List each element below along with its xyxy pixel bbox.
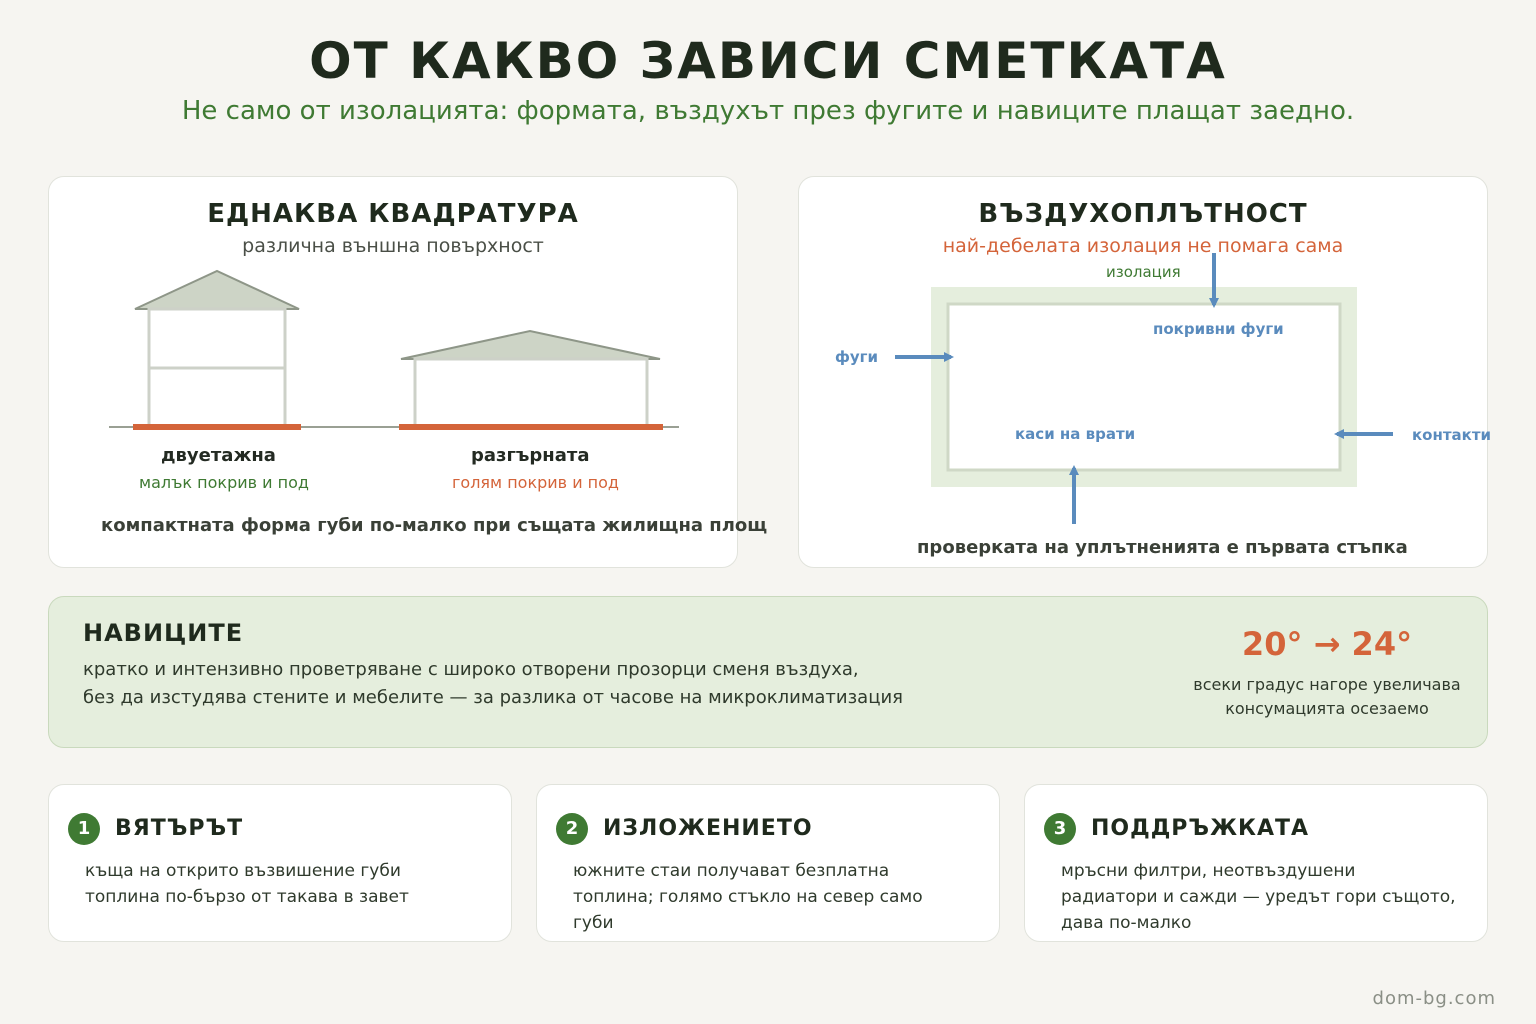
house1-roof (135, 271, 299, 309)
house2-walls (415, 359, 647, 427)
tip-number-badge: 1 (68, 813, 100, 845)
house1-note: малък покрив и под (139, 473, 309, 492)
temperature-note-2: консумацията осезаемо (1225, 699, 1429, 718)
airtight-card-subtitle: най-дебелата изолация не помага сама (942, 235, 1344, 257)
insulation-label: изолация (1106, 263, 1181, 281)
airtight-card-caption: проверката на уплътненията е първата стъпка (917, 537, 1408, 558)
area-card (48, 176, 768, 568)
page-subtitle: Не само от изолацията: формата, въздухът през фугите и навиците плащат заедно. (181, 96, 1355, 126)
tip-number-badge: 3 (1044, 813, 1076, 845)
tip-title: ИЗЛОЖЕНИЕТО (603, 816, 813, 841)
area-card-title: ЕДНАКВА КВАДРАТУРА (207, 199, 579, 229)
tip-line: топлина; голямо стъкло на север само (573, 887, 923, 907)
area-card-caption: компактната форма губи по-малко при същата жилищна площ (101, 515, 768, 536)
tip-number-badge: 2 (556, 813, 588, 845)
houses-diagram (49, 177, 739, 569)
tip-card-maintenance (1024, 784, 1488, 942)
door-frames-label: каси на врати (1015, 425, 1136, 443)
airtight-diagram (799, 177, 1492, 569)
contacts-label: контакти (1412, 426, 1492, 444)
footer-site: dom-bg.com (1372, 988, 1496, 1009)
habits-line-2: без да изстудява стените и мебелите — за разлика от часове на микроклиматизация (83, 687, 903, 708)
temperature-note-1: всеки градус нагоре увеличава (1193, 675, 1461, 694)
joints-label: фуги (835, 348, 879, 366)
tip-line: южните стаи получават безплатна (573, 861, 890, 881)
airtight-card-title: ВЪЗДУХОПЛЪТНОСТ (978, 199, 1308, 229)
house1-label: двуетажна (161, 445, 276, 466)
habits-line-1: кратко и интензивно проветряване с широко отворени прозорци сменя въздуха, (83, 659, 859, 680)
tip-card-orientation (536, 784, 1000, 942)
tip-line: мръсни филтри, неотвъздушени (1061, 861, 1356, 881)
house2-label: разгърната (471, 445, 590, 466)
tip-line: губи (573, 913, 614, 933)
habits-title: НАВИЦИТЕ (83, 619, 244, 647)
tip-line: къща на открито възвишение губи (85, 861, 401, 881)
roof-joints-label: покривни фуги (1153, 320, 1284, 338)
tip-line: дава по-малко (1061, 913, 1192, 933)
tip-title: ПОДДРЪЖКАТА (1091, 816, 1310, 841)
airtight-card (798, 176, 1492, 568)
tip-line: радиатори и сажди — уредът гори същото, (1061, 887, 1456, 907)
tip-card-wind (48, 784, 512, 942)
tip-title: ВЯТЪРЪТ (115, 816, 244, 841)
page-title: ОТ КАКВО ЗАВИСИ СМЕТКАТА (309, 32, 1227, 90)
tip-line: топлина по-бързо от такава в завет (85, 887, 409, 907)
area-card-subtitle: различна външна повърхност (242, 235, 544, 257)
house2-note: голям покрив и под (452, 473, 619, 492)
house2-roof (401, 331, 660, 359)
habits-banner (48, 596, 1488, 748)
temperature-change: 20° → 24° (1241, 625, 1413, 663)
